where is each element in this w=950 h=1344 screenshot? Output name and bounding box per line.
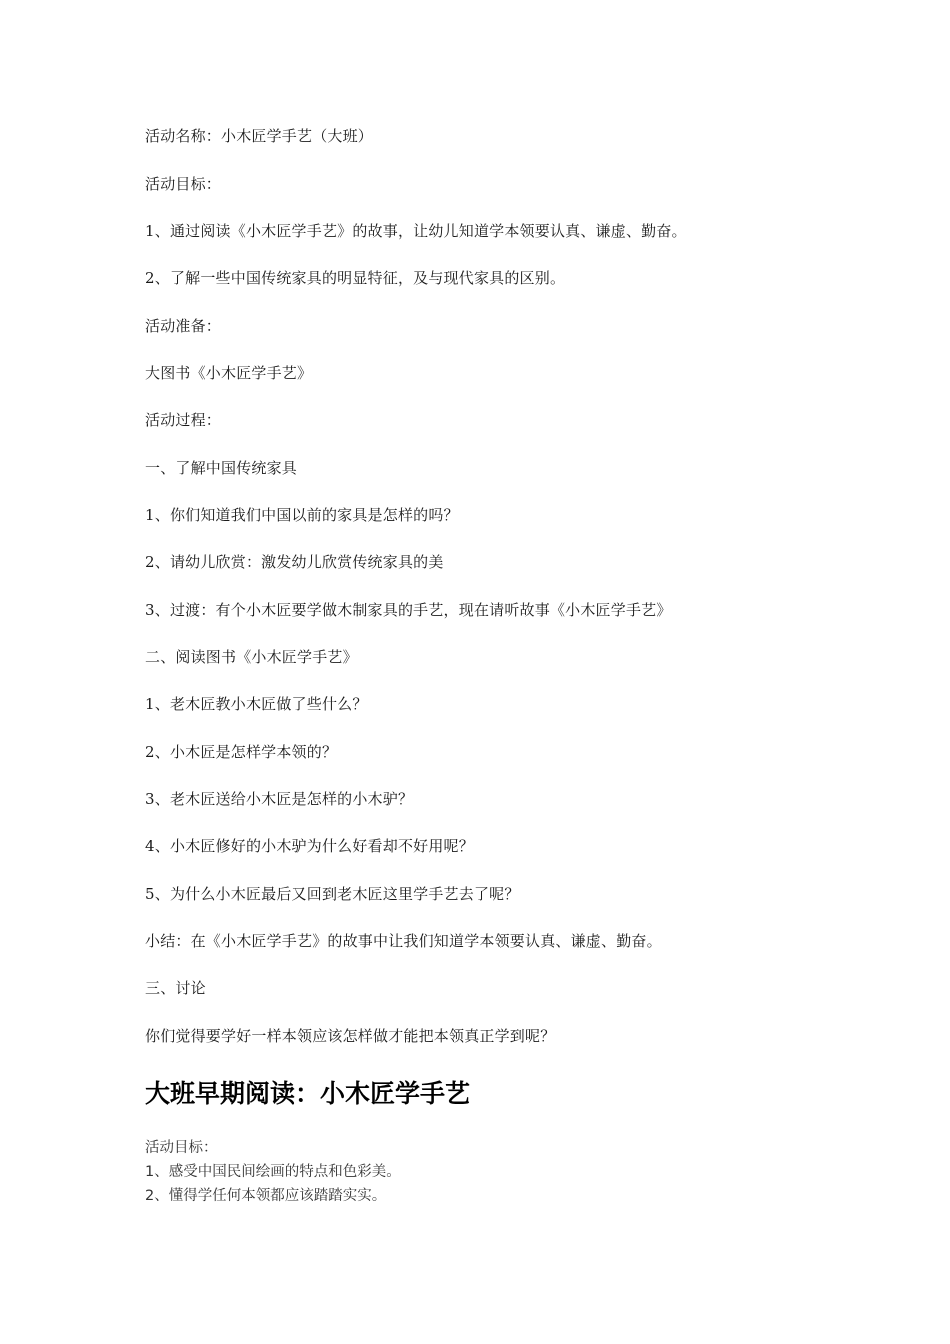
section2-goal-item: 1、感受中国民间绘画的特点和色彩美。 xyxy=(145,1164,401,1180)
list-item: 2、小木匠是怎样学本领的？ xyxy=(145,743,338,761)
list-item: 1、你们知道我们中国以前的家具是怎样的吗？ xyxy=(145,506,459,524)
list-item: 1、老木匠教小木匠做了些什么？ xyxy=(145,695,368,713)
activity-name: 活动名称：小木匠学手艺（大班） xyxy=(145,127,374,145)
preparation-label: 活动准备： xyxy=(145,317,222,335)
process-label: 活动过程： xyxy=(145,411,222,429)
list-item: 5、为什么小木匠最后又回到老木匠这里学手艺去了呢？ xyxy=(145,885,520,903)
goals-label: 活动目标： xyxy=(145,175,222,193)
section2-goals xyxy=(145,1136,845,1208)
list-item: 4、小木匠修好的小木驴为什么好看却不好用呢？ xyxy=(145,837,474,855)
summary-text: 小结：在《小木匠学手艺》的故事中让我们知道学本领要认真、谦虚、勤奋。 xyxy=(145,932,662,950)
goal-item-2: 2、了解一些中国传统家具的明显特征，及与现代家具的区别。 xyxy=(145,269,566,287)
section-one-title: 一、了解中国传统家具 xyxy=(145,459,298,477)
list-item: 3、过渡：有个小木匠要学做木制家具的手艺，现在请听故事《小木匠学手艺》 xyxy=(145,601,672,619)
section2-goals-label: 活动目标： xyxy=(145,1140,218,1156)
article-heading: 大班早期阅读：小木匠学手艺 xyxy=(145,1079,471,1108)
list-item: 3、老木匠送给小木匠是怎样的小木驴？ xyxy=(145,790,414,808)
list-item: 2、请幼儿欣赏：激发幼儿欣赏传统家具的美 xyxy=(145,553,444,571)
section2-goal-item: 2、懂得学任何本领都应该踏踏实实。 xyxy=(145,1188,387,1204)
preparation-item: 大图书《小木匠学手艺》 xyxy=(145,364,313,382)
section-two-title: 二、阅读图书《小木匠学手艺》 xyxy=(145,648,358,666)
section-three-title: 三、讨论 xyxy=(145,979,206,997)
discussion-question: 你们觉得要学好一样本领应该怎样做才能把本领真正学到呢？ xyxy=(145,1027,556,1045)
goal-item-1: 1、通过阅读《小木匠学手艺》的故事，让幼儿知道学本领要认真、谦虚、勤奋。 xyxy=(145,222,687,240)
